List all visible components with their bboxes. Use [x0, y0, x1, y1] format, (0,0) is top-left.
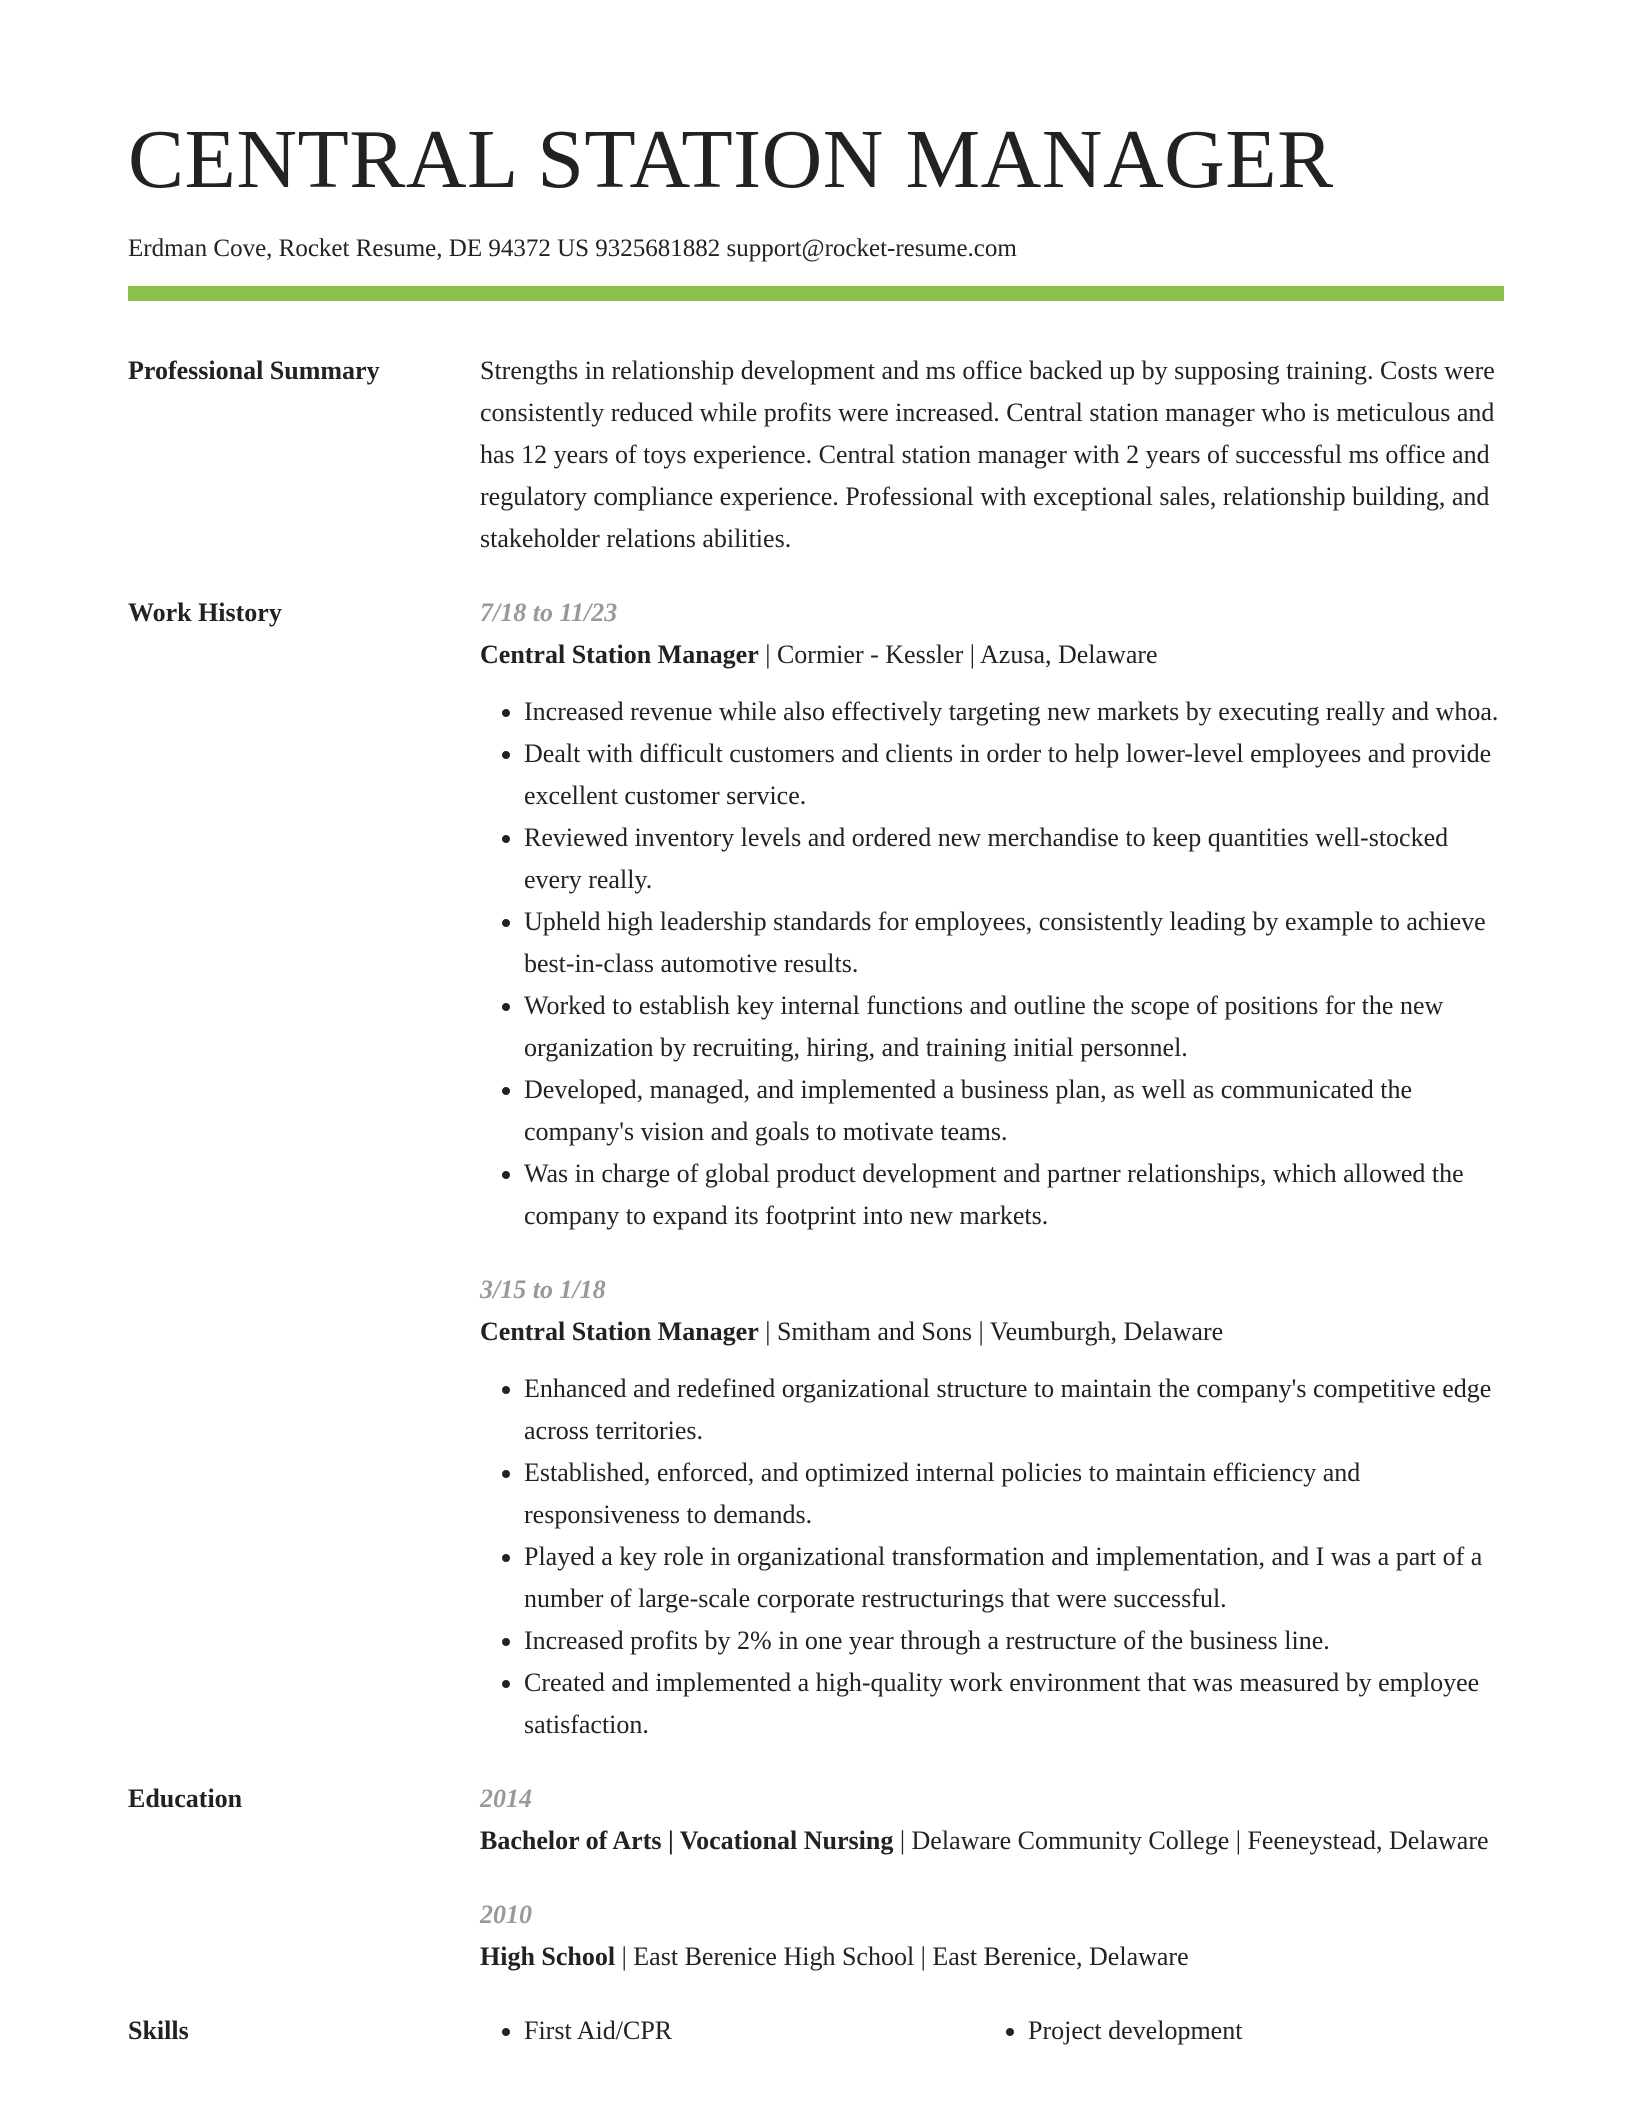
accent-divider [128, 286, 1504, 301]
job-bullets [480, 691, 1504, 1237]
education-degree: High School [480, 1942, 616, 1971]
job-bullets [480, 1368, 1504, 1746]
job-bullet: • Enhanced and redefined organizational structure to maintain the company's competitive edge across territories. [524, 1368, 1504, 1452]
work-history-heading: Work History [128, 598, 282, 627]
skills-section [128, 2010, 1504, 2052]
job-entry [480, 592, 1504, 1237]
job-bullet: • Was in charge of global product development and partner relationships, which allowed the company to expand its footprint into new markets. [524, 1153, 1504, 1237]
job-title: Central Station Manager [480, 1317, 759, 1346]
work-history-body [480, 592, 1504, 1746]
job-bullet: • Worked to establish key internal functions and outline the scope of positions for the new organization by recruiting, hiring, and training initial personnel. [524, 985, 1504, 1069]
education-details: | East Berenice High School | East Berenice, Delaware [615, 1942, 1189, 1971]
education-body [480, 1778, 1504, 1978]
job-date: 7/18 to 11/23 [480, 598, 618, 627]
job-entry [480, 1269, 1504, 1746]
job-title-line [480, 1311, 1504, 1353]
skills-list-left [480, 2010, 984, 2052]
education-entry [480, 1778, 1504, 1862]
job-details: | Smitham and Sons | Veumburgh, Delaware [758, 1317, 1224, 1346]
resume-content [128, 350, 1504, 2052]
job-bullet: • Upheld high leadership standards for employees, consistently leading by example to achieve best-in-class automotive results. [524, 901, 1504, 985]
job-bullet: • Played a key role in organizational transformation and implementation, and I was a part of a number of large-scale corporate restructurings that were successful. [524, 1536, 1504, 1620]
job-bullet: • Established, enforced, and optimized internal policies to maintain efficiency and responsiveness to demands. [524, 1452, 1504, 1536]
skills-heading: Skills [128, 2016, 189, 2045]
education-degree: Bachelor of Arts | Vocational Nursing [480, 1826, 894, 1855]
summary-body [480, 350, 1504, 560]
skill-item: • Project development [1028, 2010, 1488, 2052]
job-date: 3/15 to 1/18 [480, 1275, 606, 1304]
contact-line: Erdman Cove, Rocket Resume, DE 94372 US 9325681882 support@rocket-resume.com [128, 235, 1017, 262]
skill-item: • First Aid/CPR [524, 2010, 984, 2052]
job-bullet: • Created and implemented a high-quality work environment that was measured by employee satisfaction. [524, 1662, 1504, 1746]
job-bullet: • Increased profits by 2% in one year through a restructure of the business line. [524, 1620, 1504, 1662]
job-title-line [480, 634, 1504, 676]
education-date: 2014 [480, 1784, 532, 1813]
education-section [128, 1778, 1504, 1978]
summary-heading: Professional Summary [128, 356, 380, 385]
job-title: Central Station Manager [480, 640, 759, 669]
skills-body [480, 2010, 1504, 2052]
summary-section [128, 350, 1504, 560]
skills-columns [480, 2010, 1504, 2052]
education-entry [480, 1894, 1504, 1978]
summary-text: Strengths in relationship development and ms office backed up by supposing training. Costs were consistently reduced while profits were increased. Central station manager who is meticulous and has 12 years of toys experience. Central station manager with 2 years of successful ms office and regulatory compliance experience. Professional with exceptional sales, relationship building, and stakeholder relations abilities. [480, 356, 1495, 553]
candidate-name: CENTRAL STATION MANAGER [128, 113, 1334, 206]
education-details: | Delaware Community College | Feeneystead, Delaware [893, 1826, 1489, 1855]
job-bullet: • Reviewed inventory levels and ordered new merchandise to keep quantities well-stocked every really. [524, 817, 1504, 901]
skills-list-right [984, 2010, 1488, 2052]
education-line [480, 1820, 1504, 1862]
education-date: 2010 [480, 1900, 532, 1929]
job-bullet: • Increased revenue while also effectively targeting new markets by executing really and whoa. [524, 691, 1504, 733]
job-details: | Cormier - Kessler | Azusa, Delaware [758, 640, 1158, 669]
work-history-section [128, 592, 1504, 1746]
job-bullet: • Dealt with difficult customers and clients in order to help lower-level employees and provide excellent customer service. [524, 733, 1504, 817]
education-heading: Education [128, 1784, 243, 1813]
education-line [480, 1936, 1504, 1978]
job-bullet: • Developed, managed, and implemented a business plan, as well as communicated the company's vision and goals to motivate teams. [524, 1069, 1504, 1153]
